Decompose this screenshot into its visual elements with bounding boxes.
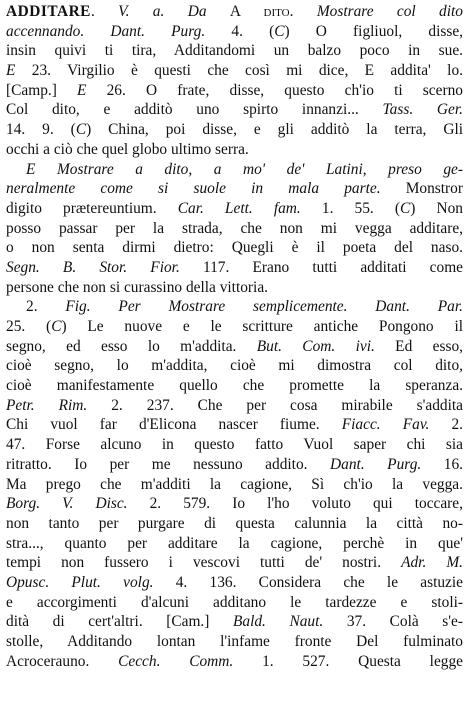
text-segment: 26. O frate, disse, questo ch'io ti scerno — [86, 81, 463, 99]
text-line — [6, 22, 463, 42]
text-segment: 1. 55. ( — [300, 199, 400, 217]
text-segment: ) O figliuol, disse, — [284, 22, 463, 40]
headword: ADDITARE — [6, 3, 91, 20]
text-segment: stra..., quanto per additare la cagione, perchè in que' — [6, 534, 463, 552]
italic-text: Adr. M. — [401, 554, 463, 572]
text-line — [6, 160, 463, 180]
italic-text: Mostrare col dito — [316, 3, 463, 20]
text-line — [6, 553, 463, 573]
italic-text: E — [6, 62, 16, 80]
text-segment: dità di cert'altri. [Cam.] — [6, 613, 233, 631]
text-line — [6, 179, 463, 199]
italic-text: C — [274, 22, 285, 40]
text-line — [6, 100, 463, 120]
italic-text: Cecch. Comm. — [118, 652, 234, 670]
italic-text: C — [75, 121, 87, 139]
text-segment: ritratto. Io per me nessuno addito. — [6, 455, 331, 473]
italic-text: But. Com. ivi. — [256, 337, 375, 355]
text-segment: Col dito, e additò uno spirto innanzi... — [6, 101, 383, 119]
text-line — [6, 317, 463, 337]
text-line — [6, 396, 463, 416]
italic-text: accennando. Dant. Purg. — [6, 22, 206, 40]
italic-text: Petr. Rim. — [6, 396, 88, 414]
text-line — [6, 297, 463, 317]
text-segment: 4. ( — [205, 22, 275, 40]
text-line — [6, 455, 463, 475]
italic-text: Dant. Purg. — [330, 455, 422, 473]
text-segment: 1. 527. Questa legge — [233, 652, 463, 670]
text-segment: A dito — [229, 3, 290, 20]
text-segment: Acroceraunо. — [6, 652, 119, 670]
italic-text: Fig. Per Mostrare semplicemente. Dant. Par. — [65, 298, 463, 316]
text-segment: Ed esso, — [374, 337, 463, 355]
text-segment: insin quivi ti tira, Additandomi un balzo poco in sue. — [6, 42, 463, 60]
text-segment: 14. 9. ( — [6, 121, 76, 139]
text-segment: posso passar per la strada, che non mi vegga additare, — [6, 219, 463, 237]
text-segment: 2. 237. Che per cosa mirabile s'addita — [87, 396, 463, 414]
dictionary-entry-additare — [6, 2, 463, 671]
italic-text: C — [400, 199, 411, 217]
text-segment: e accorgimenti d'alcuni additano le tardezze e stoli- — [6, 593, 463, 611]
text-segment: 2. — [26, 298, 66, 316]
text-line — [6, 632, 463, 652]
text-segment: 25. ( — [6, 318, 52, 335]
text-line — [6, 356, 463, 376]
text-segment: stolle, Additando lontan l'infame fronte Del fulminato — [6, 633, 463, 650]
text-line — [6, 199, 463, 219]
text-segment: tempi non fussero i vescovi tutti de' nostri. — [6, 554, 402, 572]
text-line — [6, 120, 463, 140]
text-line — [6, 435, 463, 455]
italic-text: Fiacc. Fav. — [341, 416, 430, 434]
text-segment: [Camp.] — [6, 81, 78, 99]
text-segment: . — [289, 3, 317, 20]
text-line — [6, 494, 463, 514]
text-line — [6, 337, 463, 357]
text-segment: Chi vuol far d'Elicona nascer fiume. — [6, 416, 342, 434]
text-segment: cioè manifestamente quello che promette la speranza. — [6, 377, 463, 395]
text-segment: 23. Virgilio è questi che così mi dice, E addita' lo. — [15, 62, 463, 80]
italic-text: Bald. Naut. — [232, 613, 324, 631]
text-line — [6, 278, 463, 298]
italic-text: neralmente come si suole in mala parte. — [6, 180, 381, 198]
text-segment: persone che non si curassino della vittoria. — [6, 278, 268, 296]
text-segment: ) Non — [410, 199, 463, 217]
italic-text: Segn. B. Stor. Fior. — [6, 258, 180, 276]
text-line — [6, 140, 463, 160]
text-line — [6, 238, 463, 258]
text-line — [6, 514, 463, 534]
text-segment: non tanto per purgare di questa calunnia la città no- — [6, 514, 463, 532]
text-segment: ) China, poi disse, e gli additò la terra, Gli — [86, 121, 463, 139]
text-line — [6, 475, 463, 495]
text-segment: digito prætereuntium. — [6, 199, 178, 217]
italic-text: Car. Lett. fam. — [177, 199, 301, 217]
text-line — [6, 258, 463, 278]
italic-text: Borg. V. Disc. — [6, 495, 128, 513]
text-segment: . — [90, 3, 119, 20]
text-segment: 4. 136. Considera che le astuzie — [153, 573, 463, 591]
italic-text: V. a. Da — [118, 3, 230, 20]
text-line — [6, 41, 463, 61]
text-segment: o non senta dirmi dietro: Quegli è il poeta del naso. — [6, 239, 463, 257]
italic-text: Tass. Ger. — [382, 101, 463, 119]
text-segment: 2. — [429, 416, 463, 434]
text-line — [6, 652, 463, 672]
text-line — [6, 2, 463, 22]
text-line — [6, 81, 463, 101]
text-segment: occhi a ciò che quel globo ultimo serra. — [6, 140, 249, 158]
text-segment: 47. Forse alcuno in questo fatto Vuol saper chi sia — [6, 436, 463, 454]
italic-text: Opusc. Plut. volg. — [6, 573, 154, 591]
text-line — [6, 573, 463, 593]
text-segment: 37. Colà s'e- — [323, 613, 463, 631]
text-segment: Monstror — [380, 180, 463, 198]
text-segment: 16. — [421, 455, 463, 473]
italic-text: E Mostrare a dito, a mo' de' Latini, preso ge- — [26, 160, 463, 178]
text-segment: ) Le nuove e le scritture antiche Pongono il — [61, 318, 463, 335]
text-segment: Ma prego che m'additi la cagione, Sì ch'io la vegga. — [6, 475, 463, 493]
text-segment: cioè segno, lo m'addita, cioè mi dimostra col dito, — [6, 357, 463, 375]
text-segment: 2. 579. Io l'ho voluto qui toccare, — [127, 495, 463, 513]
text-line — [6, 376, 463, 396]
italic-text: E — [77, 81, 87, 99]
text-line — [6, 415, 463, 435]
text-line — [6, 61, 463, 81]
text-line — [6, 534, 463, 554]
text-segment: 117. Erano tutti additati come — [179, 258, 463, 276]
italic-text: C — [51, 318, 62, 335]
text-line — [6, 612, 463, 632]
text-segment: segno, ed esso lo m'addita. — [6, 337, 257, 355]
text-line — [6, 593, 463, 613]
text-line — [6, 219, 463, 239]
